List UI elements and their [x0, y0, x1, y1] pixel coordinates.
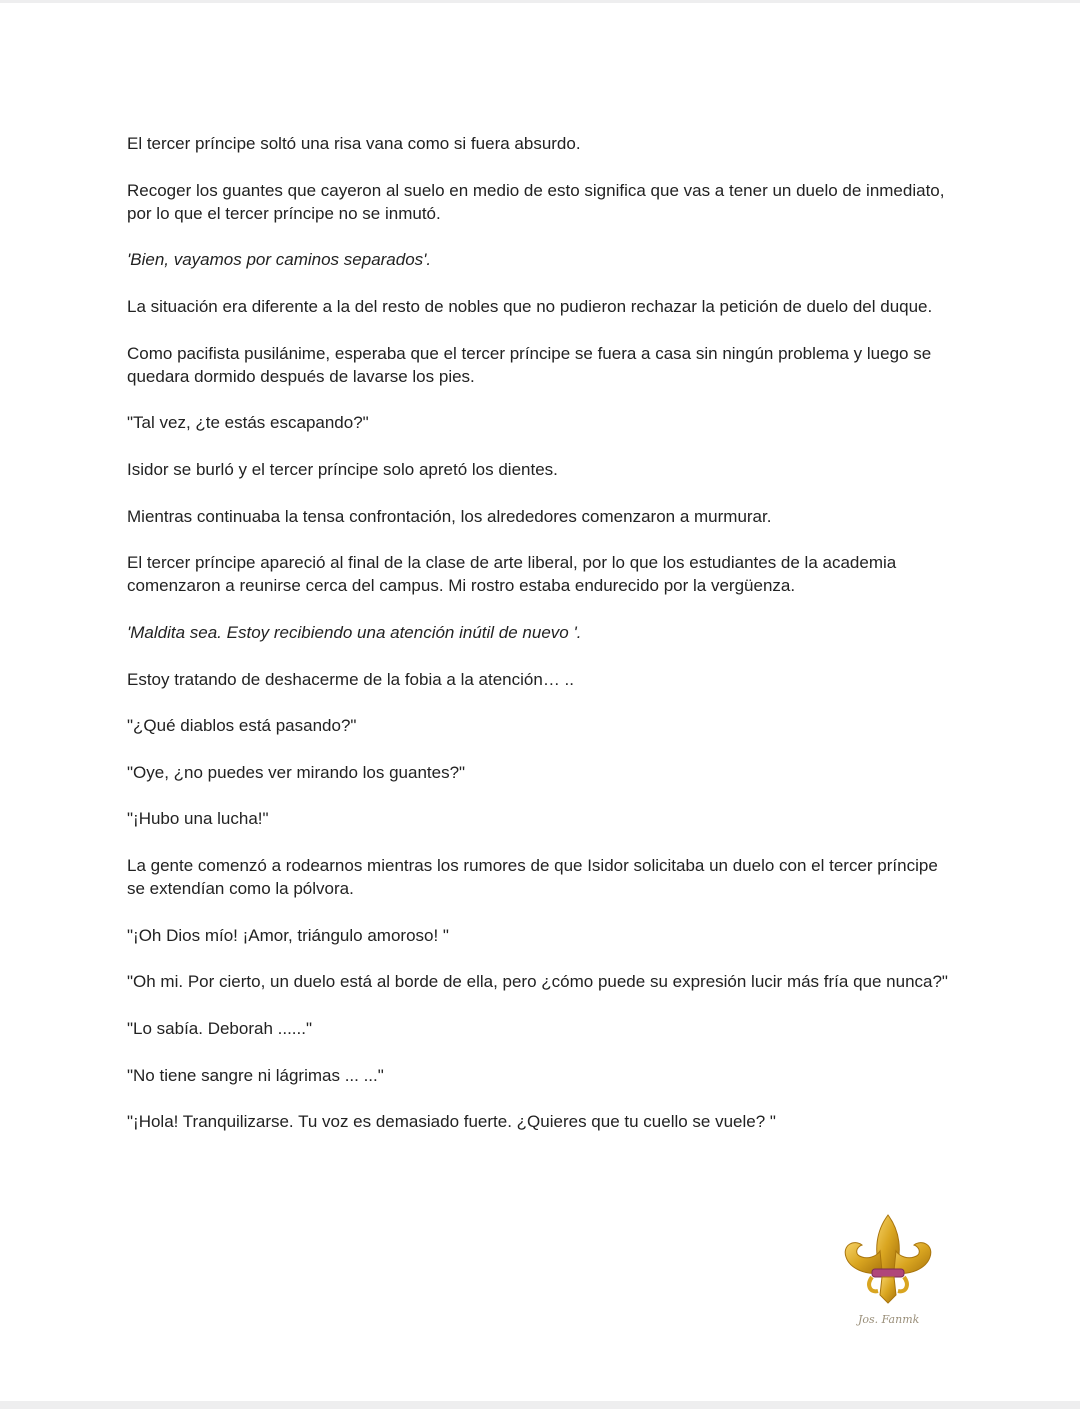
paragraph: Estoy tratando de deshacerme de la fobia a la atención… .. — [127, 669, 574, 689]
paragraph: "¡Hola! Tranquilizarse. Tu voz es demasiado fuerte. ¿Quieres que tu cuello se vuele? " — [127, 1112, 776, 1132]
paragraph: La gente comenzó a rodearnos mientras los rumores de que Isidor solicitaba un duelo con el tercer príncipe se extendían como la pólvora. — [127, 855, 938, 899]
paragraph: El tercer príncipe soltó una risa vana como si fuera absurdo. — [127, 134, 581, 153]
paragraph: "¿Qué diablos está pasando?" — [127, 716, 357, 736]
paragraph: Como pacifista pusilánime, esperaba que el tercer príncipe se fuera a casa sin ningún problema y luego se quedara dormido después de lavarse los pies. — [127, 343, 932, 386]
paragraph: La situación era diferente a la del resto de nobles que no pudieron rechazar la petición de duelo del duque. — [127, 296, 933, 316]
watermark — [836, 1211, 940, 1331]
paragraph: "Tal vez, ¿te estás escapando?" — [127, 413, 369, 433]
paragraph: Mientras continuaba la tensa confrontación, los alrededores comenzaron a murmurar. — [127, 506, 772, 526]
paragraph: "¡Hubo una lucha!" — [127, 809, 269, 829]
paragraph: "Oh mi. Por cierto, un duelo está al borde de ella, pero ¿cómo puede su expresión lucir más fría que nunca?" — [127, 972, 948, 992]
paragraph: "¡Oh Dios mío! ¡Amor, triángulo amoroso! " — [127, 925, 449, 945]
paragraph: "Lo sabía. Deborah ......" — [127, 1018, 313, 1038]
paragraph: 'Bien, vayamos por caminos separados'. — [127, 250, 432, 270]
paragraph: "No tiene sangre ni lágrimas ... ..." — [127, 1065, 384, 1085]
fleur-de-lis-icon — [836, 1211, 940, 1331]
paragraph: Isidor se burló y el tercer príncipe solo apretó los dientes. — [127, 459, 558, 479]
document-page — [0, 3, 1080, 1401]
paragraph: 'Maldita sea. Estoy recibiendo una atención inútil de nuevo '. — [127, 622, 582, 642]
paragraph: El tercer príncipe apareció al final de la clase de arte liberal, por lo que los estudiantes de la academia comenzaron a reunirse cerca del campus. Mi rostro estaba endurecido por la vergüenza. — [127, 553, 897, 596]
signature: Jos. Fanmk — [858, 1313, 920, 1326]
document-body — [127, 132, 957, 1157]
paragraph: "Oye, ¿no puedes ver mirando los guantes?" — [127, 762, 466, 782]
paragraph: Recoger los guantes que cayeron al suelo en medio de esto significa que vas a tener un duelo de inmediato, por lo que el tercer príncipe no se inmutó. — [127, 180, 945, 223]
